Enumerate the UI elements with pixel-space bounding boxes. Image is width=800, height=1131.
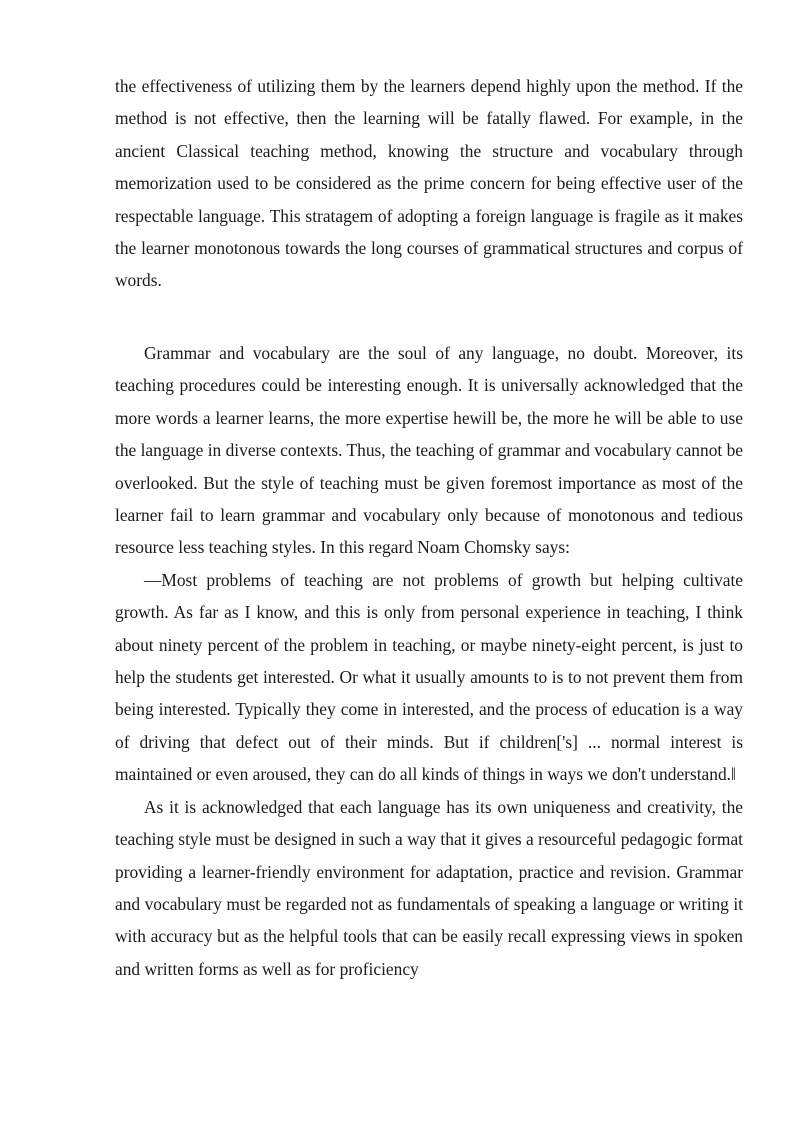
text-section-2 xyxy=(115,337,743,985)
paragraph-method-effectiveness: the effectiveness of utilizing them by the learners depend highly upon the method. If the method is not effective, then the learning will be fatally flawed. For example, in the ancient Classical teaching method, knowing the structure and vocabulary through memorization used to be considered as the prime concern for being effective user of the respectable language. This stratagem of adopting a foreign language is fragile as it makes the learner monotonous towards the long courses of grammatical structures and corpus of words. xyxy=(115,76,743,291)
paragraph-grammar-vocabulary: Grammar and vocabulary are the soul of any language, no doubt. Moreover, its teaching procedures could be interesting enough. It is universally acknowledged that the more words a learner learns, the more expertise hewill be, the more he will be able to use the language in diverse contexts. Thus, the teaching of grammar and vocabulary cannot be overlooked. But the style of teaching must be given foremost importance as most of the learner fail to learn grammar and vocabulary only because of monotonous and tedious resource less teaching styles. In this regard Noam Chomsky says: xyxy=(115,343,743,558)
paragraph-teaching-style: As it is acknowledged that each language has its own uniqueness and creativity, the teaching style must be designed in such a way that it gives a resourceful pedagogic format providing a learner-friendly environment for adaptation, practice and revision. Grammar and vocabulary must be regarded not as fundamentals of speaking a language or writing it with accuracy but as the helpful tools that can be easily recall expressing views in spoken and written forms as well as for proficiency xyxy=(115,796,743,979)
text-section-1 xyxy=(115,70,743,297)
paragraph-chomsky-quote: ―Most problems of teaching are not problems of growth but helping cultivate growth. As far as I know, and this is only from personal experience in teaching, I think about ninety percent of the problem in teaching, or maybe ninety-eight percent, is just to help the students get interested. Or what it usually amounts to is to not prevent them from being interested. Typically they come in interested, and the process of education is a way of driving that defect out of their minds. But if children['s] ... normal interest is maintained or even aroused, they can do all kinds of things in ways we don't understand.‖ xyxy=(115,569,743,785)
